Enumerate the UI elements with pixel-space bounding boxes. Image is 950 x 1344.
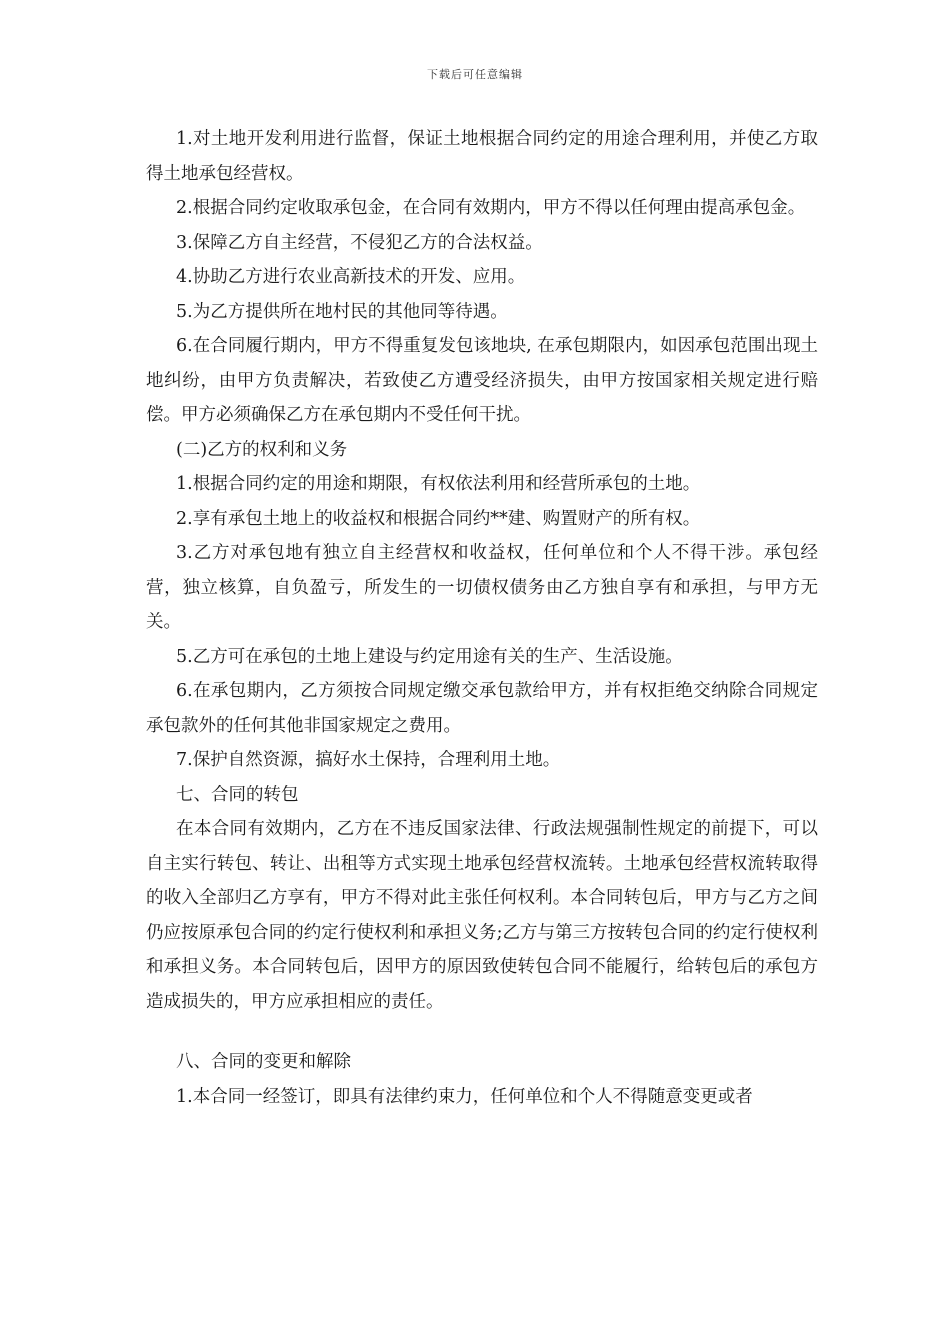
section-heading-subcontract: 七、合同的转包	[176, 784, 299, 805]
page-header: 下载后可任意编辑	[427, 68, 523, 81]
paragraph-right-5: 5.乙方可在承包的土地上建设与约定用途有关的生产、生活设施。	[176, 646, 683, 667]
paragraph-duty-5: 5.为乙方提供所在地村民的其他同等待遇。	[176, 301, 508, 322]
paragraph-duty-2: 2.根据合同约定收取承包金，在合同有效期内，甲方不得以任何理由提高承包金。	[176, 198, 806, 218]
document-body	[146, 122, 818, 1114]
paragraph-right-6: 6.在承包期内，乙方须按合同规定缴交承包款给甲方，并有权拒绝交纳除合同规定承包款外的任何其他非国家规定之费用。	[146, 681, 818, 736]
paragraph-duty-3: 3.保障乙方自主经营，不侵犯乙方的合法权益。	[176, 232, 543, 253]
paragraph-right-2: 2.享有承包土地上的收益权和根据合同约**建、购置财产的所有权。	[176, 508, 701, 529]
paragraph-change-1: 1.本合同一经签订，即具有法律约束力，任何单位和个人不得随意变更或者	[176, 1086, 753, 1107]
paragraph-subcontract: 在本合同有效期内，乙方在不违反国家法律、行政法规强制性规定的前提下，可以自主实行转包、转让、出租等方式实现土地承包经营权流转。土地承包经营权流转取得的收入全部归乙方享有，甲方不得对此主张任何权利。本合同转包后，甲方与乙方之间仍应按原承包合同的约定行使权利和承担义务;乙方与第三方按转包合同的约定行使权利和承担义务。本合同转包后，因甲方的原因致使转包合同不能履行，给转包后的承包方造成损失的，甲方应承担相应的责任。	[146, 819, 818, 1012]
section-heading-party-b-rights: (二)乙方的权利和义务	[176, 439, 348, 460]
paragraph-right-3: 3.乙方对承包地有独立自主经营权和收益权，任何单位和个人不得干涉。承包经营，独立核算，自负盈亏，所发生的一切债权债务由乙方独自享有和承担，与甲方无关。	[146, 543, 818, 632]
section-heading-change-termination: 八、合同的变更和解除	[176, 1052, 351, 1072]
paragraph-duty-6: 6.在合同履行期内，甲方不得重复发包该地块, 在承包期限内，如因承包范围出现土地纠纷，由甲方负责解决，若致使乙方遭受经济损失，由甲方按国家相关规定进行赔偿。甲方必须确保乙方在承包期内不受任何干扰。	[146, 336, 818, 425]
paragraph-right-7: 7.保护自然资源，搞好水土保持，合理利用土地。	[176, 750, 561, 770]
paragraph-spacer	[146, 1019, 818, 1045]
paragraph-right-1: 1.根据合同约定的用途和期限，有权依法利用和经营所承包的土地。	[176, 474, 701, 494]
paragraph-duty-1: 1.对土地开发利用进行监督，保证土地根据合同约定的用途合理利用，并使乙方取得土地承包经营权。	[146, 129, 818, 184]
paragraph-duty-4: 4.协助乙方进行农业高新技术的开发、应用。	[176, 267, 526, 287]
